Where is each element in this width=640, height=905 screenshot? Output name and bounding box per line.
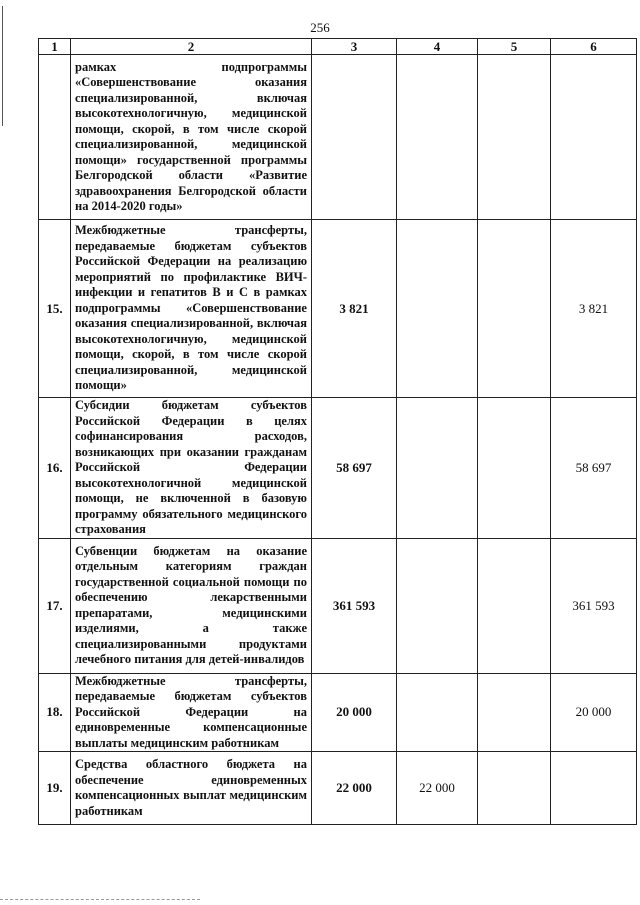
row-description: Средства областного бюджета на обеспечение единовременных компенсационных выплат медицинским работникам — [71, 752, 312, 825]
row-col-3: 361 593 — [312, 538, 397, 673]
row-col-3: 3 821 — [312, 220, 397, 398]
row-description: Межбюджетные трансферты, передаваемые бюджетам субъектов Российской Федерации на единовременные компенсационные выплаты медицинским работникам — [71, 673, 312, 752]
table-row — [39, 673, 637, 752]
row-number: 19. — [39, 752, 71, 825]
row-col-6: 361 593 — [551, 538, 637, 673]
row-number: 17. — [39, 538, 71, 673]
header-col-5: 5 — [478, 39, 551, 55]
header-col-2: 2 — [71, 39, 312, 55]
row-col-4 — [397, 55, 478, 220]
row-col-6 — [551, 752, 637, 825]
row-description: Субсидии бюджетам субъектов Российской Федерации в целях софинансирования расходов, возникающих при оказании гражданам Российской Федерации высокотехнологичной медицинской помощи, не включенной в базовую программу обязательного медицинского страхования — [71, 398, 312, 539]
row-col-4 — [397, 398, 478, 539]
row-number: 16. — [39, 398, 71, 539]
page-number: 256 — [310, 20, 330, 35]
row-col-5 — [478, 55, 551, 220]
row-col-4 — [397, 673, 478, 752]
header-col-4: 4 — [397, 39, 478, 55]
row-number: 18. — [39, 673, 71, 752]
row-number: 15. — [39, 220, 71, 398]
scan-bottom-line — [0, 899, 200, 901]
row-col-4 — [397, 538, 478, 673]
row-col-5 — [478, 538, 551, 673]
row-description: Межбюджетные трансферты, передаваемые бюджетам субъектов Российской Федерации на реализацию мероприятий по профилактике ВИЧ-инфекции и гепатитов В и С в рамках подпрограммы «Совершенствование оказания специализированной, включая высокотехнологичную, медицинской помощи, скорой, в том числе скорой специализированной, медицинской помощи» — [71, 220, 312, 398]
table-row — [39, 752, 637, 825]
row-col-5 — [478, 398, 551, 539]
table-row — [39, 398, 637, 539]
row-col-3: 20 000 — [312, 673, 397, 752]
table-row — [39, 538, 637, 673]
row-col-4: 22 000 — [397, 752, 478, 825]
row-col-5 — [478, 673, 551, 752]
row-description: рамках подпрограммы «Совершенствование оказания специализированной, включая высокотехнологичную, медицинской помощи, скорой, в том числе скорой специализированной, медицинской помощи» государственной программы Белгородской области «Развитие здравоохранения Белгородской области на 2014-2020 годы» — [71, 55, 312, 220]
row-col-6 — [551, 55, 637, 220]
row-col-3: 58 697 — [312, 398, 397, 539]
row-col-6: 58 697 — [551, 398, 637, 539]
row-description: Субвенции бюджетам на оказание отдельным категориям граждан государственной социальной помощи по обеспечению лекарственными препаратами, медицинскими изделиями, а также специализированными продуктами лечебного питания для детей-инвалидов — [71, 538, 312, 673]
header-col-6: 6 — [551, 39, 637, 55]
row-col-3: 22 000 — [312, 752, 397, 825]
row-col-3 — [312, 55, 397, 220]
row-col-6: 3 821 — [551, 220, 637, 398]
budget-table — [38, 38, 637, 825]
row-col-5 — [478, 220, 551, 398]
row-number — [39, 55, 71, 220]
row-col-5 — [478, 752, 551, 825]
header-col-3: 3 — [312, 39, 397, 55]
row-col-6: 20 000 — [551, 673, 637, 752]
table-header-row — [39, 39, 637, 55]
row-col-4 — [397, 220, 478, 398]
header-col-1: 1 — [39, 39, 71, 55]
table-row — [39, 55, 637, 220]
table-row — [39, 220, 637, 398]
